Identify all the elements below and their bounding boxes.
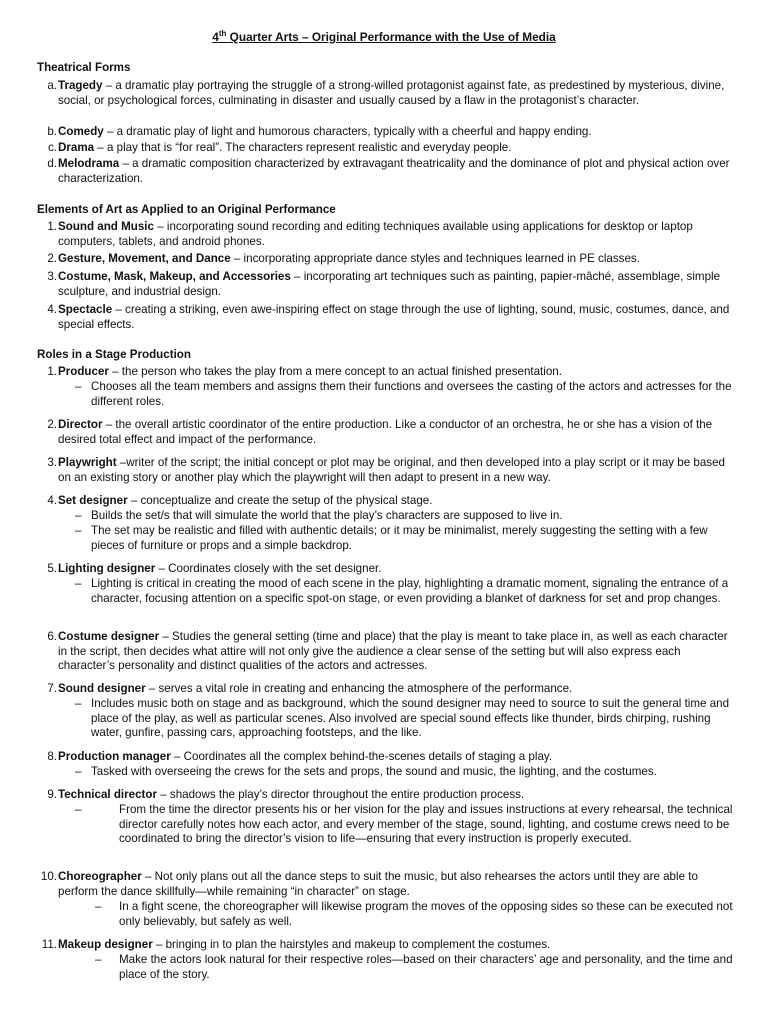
term: Sound designer xyxy=(58,682,146,695)
term: Sound and Music xyxy=(58,220,154,233)
term: Gesture, Movement, and Dance xyxy=(58,252,231,265)
term: Producer xyxy=(58,365,109,378)
term: Costume designer xyxy=(58,630,160,643)
title-text: Quarter Arts – Original Performance with the Use of Media xyxy=(226,30,556,44)
term: Comedy xyxy=(58,125,104,138)
term: Technical director xyxy=(58,788,158,801)
term: Costume, Mask, Makeup, and Accessories xyxy=(58,270,291,283)
document-page: 4th Quarter Arts – Original Performance with the Use of Media Theatrical Forms a. Tragedy – a dramatic play portraying the struggle of a strong-willed protagonist against fate, as predestined by mysterious, divine, social, or psychological forces, culminating in disaster and usually caused by a flaw in the protagonist’s character. b. Comedy – a dramatic play of light and humorous characters, typically with a cheerful and happy ending. c. Drama – a play that is “for real”. The characters represent realistic and everyday people. d. Melodrama – a dramatic composition characterized by extravagant theatricality and the dominance of plot and physical action over characterization. Elements of Art as Applied to an Original Performance 1. Sound and Music – incorporating sound recording and editing techniques available using applications for desktop or laptop computers, tablets, and android phones. 2. Gesture, Movement, and Dance – incorporating appropriate dance styles and techniques learned in PE classes. 3. Costume, Mask, Makeup, and Accessories – incorporating art techniques such as painting, papier-mâché, assemblage, simple sculpture, and industrial design. 4. Spectacle – creating a striking, even awe-inspiring effect on stage through the use of lighting, sound, music, costumes, dance, and special effects. Roles in a Stage Production 1. Producer – the person who takes the play from a mere concept to an actual finished presentation. – Chooses all the team members and assigns them their functions and oversees the casting of the actors and actresses for the different roles. 2. Director – the overall artistic coordinator of the entire production. Like a conductor of an orchestra, he or she has a vision of the desired total effect and impact of the performance. 3. Playwright –writer of the script; the initial concept or plot may be original, and then developed into a play script or it may be based on an existing story or another play which the playwright will then adapt to present in a new way. 4. Set designer – conceptualize and create the setup of the physical stage. – Builds the set/s that will simulate the world that the play’s characters are supposed to live in. – The set may be realistic and filled with authentic details; or it may be minimalist, merely suggesting the setting with a few pieces of furniture or props and a simple backdrop. 5. Lighting designer – Coordinates closely with the set designer. – Lighting is critical in creating the mood of each scene in the play, highlighting a dramatic moment, signaling the entrance of a character, focusing attention on a specific spot-on stage, or even providing a blanket of darkness for set and prop changes. 6. Costume designer – Studies the general setting (time and place) that the play is meant to take place in, as well as each character in the script, then decides what attire will not only give the audience a clear sense of the setting but will also express each character’s personality and distinct qualities of the actors and actresses. 7. Sound designer – serves a vital role in creating and enhancing the atmosphere of the performance. – Includes music both on stage and as background, which the sound designer may need to source to suit the general time and place of the play, as well as particular scenes. Also involved are special sound effects like thunder, birds chirping, rushing water, gunfire, passing cars, approaching footsteps, and the like. 8. Production manager – Coordinates all the complex behind-the-scenes details of staging a play. – Tasked with overseeing the crews for the sets and props, the sound and music, the lighting, and the costumes. 9. Technical director – shadows the play’s director throughout the entire production process. – From the time the director presents his or her vision for the play and issues instructions at every rehearsal, the technical director carefully notes how each actor, and every member of the stage, sound, lighting, and costume crews need to be coordinated to bring the director’s vision to life—ensuring that every instruction is properly executed. 10. Choreographer – Not only plans out all the dance steps to suit the music, but also rehearses the actors until they are able to perform the dance skillfully—while remaining “in character” on stage. – In a fight scene, the choreographer will likewise program the moves of the opposing sides so these can be executed not only believably, but safely as well. 11. Makeup designer – bringing in to plan the hairstyles and makeup to complement the costumes. – Make the actors look natural for their respective roles—based on their characters’ age and personality, and the time and place of the story. xyxy=(0,0,768,1024)
elements-heading: Elements of Art as Applied to an Original Performance xyxy=(37,203,336,216)
term: Lighting designer xyxy=(58,562,156,575)
term: Melodrama xyxy=(58,157,120,170)
title-superscript: th xyxy=(218,29,227,39)
roles-heading: Roles in a Stage Production xyxy=(37,348,191,361)
term: Director xyxy=(58,418,103,431)
term: Tragedy xyxy=(58,79,103,92)
term: Production manager xyxy=(58,750,171,763)
term: Choreographer xyxy=(58,870,142,883)
term: Makeup designer xyxy=(58,938,153,951)
page-title xyxy=(0,30,768,45)
term: Set designer xyxy=(58,494,128,507)
term: Playwright xyxy=(58,456,117,469)
title-number: 4 xyxy=(212,30,219,44)
term: Drama xyxy=(58,141,95,154)
theatrical-forms-heading: Theatrical Forms xyxy=(37,61,131,74)
term: Spectacle xyxy=(58,303,113,316)
